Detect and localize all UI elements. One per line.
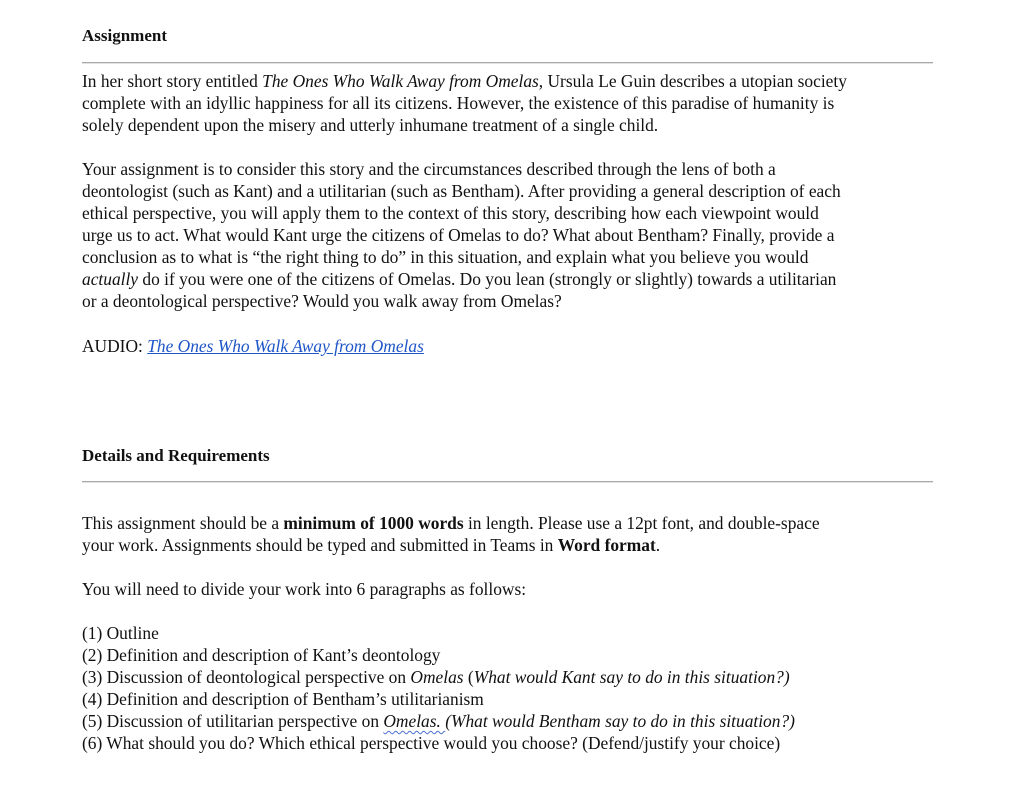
emphasis-actually: actually xyxy=(82,269,139,289)
intro-line-2: complete with an idyllic happiness for all its citizens. However, the existence of this paradise of humanity is xyxy=(82,93,835,113)
bentham-question: (What would Bentham say to do in this situation?) xyxy=(445,711,795,731)
list-item xyxy=(82,666,942,688)
requirements-text: This assignment should be a xyxy=(82,513,284,533)
intro-text: In her short story entitled xyxy=(82,71,263,91)
assignment-heading: Assignment xyxy=(82,26,168,45)
format-requirement: Word format xyxy=(557,535,656,555)
list-item-text: (5) Discussion of utilitarian perspective on xyxy=(82,711,384,731)
audio-line xyxy=(82,335,942,357)
task-line-4: urge us to act. What would Kant urge the citizens of Omelas to do? What about Bentham? Finally, provide a xyxy=(82,225,835,245)
task-text: do if you were one of the citizens of Omelas. Do you lean (strongly or slightly) towards a utilitarian xyxy=(138,269,837,289)
assignment-task-paragraph xyxy=(82,158,942,312)
task-line-1: Your assignment is to consider this story and the circumstances described through the lens of both a xyxy=(82,159,776,179)
kant-question: What would Kant say to do in this situation?) xyxy=(473,667,790,687)
task-line-2: deontologist (such as Kant) and a utilitarian (such as Bentham). After providing a general description of each xyxy=(82,181,841,201)
list-item-text: (3) Discussion of deontological perspective on xyxy=(82,667,411,687)
intro-line-3: solely dependent upon the misery and utterly inhumane treatment of a single child. xyxy=(82,115,659,135)
requirements-paragraph xyxy=(82,512,942,556)
requirements-text: . xyxy=(655,535,661,555)
details-divider xyxy=(82,481,933,483)
story-title: The Ones Who Walk Away from Omelas xyxy=(262,71,539,91)
requirements-text: your work. Assignments should be typed and submitted in Teams in xyxy=(82,535,558,555)
intro-line-1 xyxy=(82,70,942,92)
details-heading: Details and Requirements xyxy=(82,446,270,465)
task-line-7: or a deontological perspective? Would you walk away from Omelas? xyxy=(82,291,562,311)
assignment-intro-paragraph xyxy=(82,70,942,136)
list-item: (2) Definition and description of Kant’s deontology xyxy=(82,645,441,665)
list-item: (4) Definition and description of Bentham’s utilitarianism xyxy=(82,689,484,709)
list-item: (1) Outline xyxy=(82,623,159,643)
task-line-3: ethical perspective, you will apply them to the context of this story, describing how each viewpoint would xyxy=(82,203,819,223)
list-item xyxy=(82,710,942,732)
audio-link[interactable]: The Ones Who Walk Away from Omelas xyxy=(147,336,424,356)
intro-text: , Ursula Le Guin describes a utopian society xyxy=(538,71,847,91)
task-line-5: conclusion as to what is “the right thing to do” in this situation, and explain what you believe you would xyxy=(82,247,809,267)
word-count-requirement: minimum of 1000 words xyxy=(283,513,464,533)
paragraph-list xyxy=(82,622,942,754)
list-item: (6) What should you do? Which ethical perspective would you choose? (Defend/justify your choice) xyxy=(82,733,781,753)
paragraph-instruction xyxy=(82,578,942,600)
spellcheck-omelas: Omelas. xyxy=(383,711,446,731)
instruction-text: You will need to divide your work into 6 paragraphs as follows: xyxy=(82,579,527,599)
emphasis-omelas: Omelas xyxy=(410,667,464,687)
requirements-text: in length. Please use a 12pt font, and double-space xyxy=(463,513,820,533)
audio-label: AUDIO: xyxy=(82,336,148,356)
assignment-divider xyxy=(82,62,933,64)
requirements-line-2 xyxy=(82,534,942,556)
requirements-line-1 xyxy=(82,512,942,534)
list-item-text: ( xyxy=(463,667,474,687)
task-line-6 xyxy=(82,268,942,290)
